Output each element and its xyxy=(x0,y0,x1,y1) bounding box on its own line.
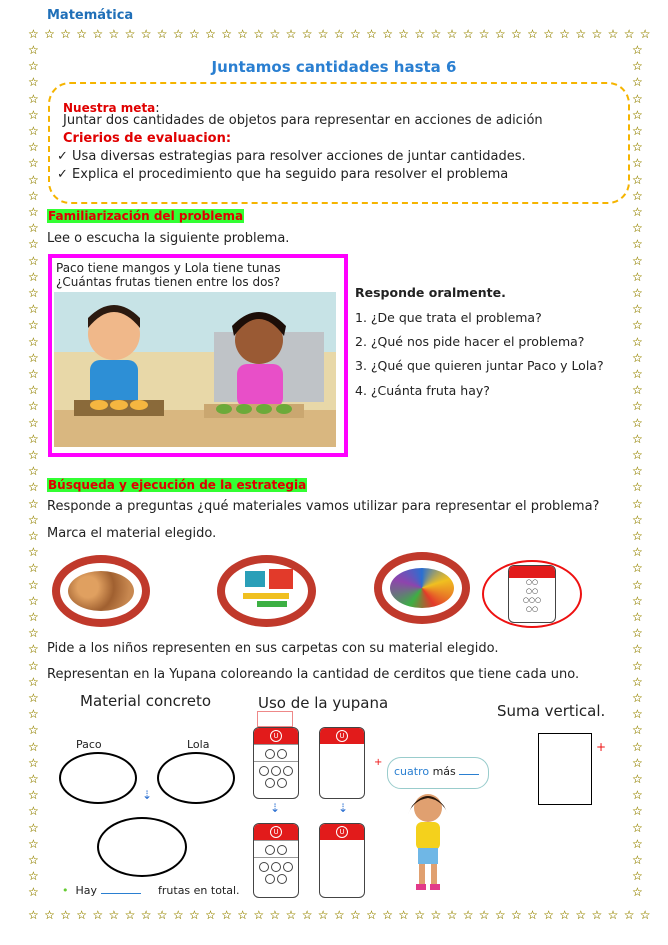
star-icon: ☆ xyxy=(28,626,39,641)
star-icon: ☆ xyxy=(632,188,643,203)
star-icon: ☆ xyxy=(632,302,643,317)
star-icon: ☆ xyxy=(156,27,168,41)
star-icon: ☆ xyxy=(76,908,88,922)
material-option-caps[interactable] xyxy=(374,552,470,624)
intro-text: Lee o escucha la siguiente problema. xyxy=(47,231,290,246)
star-icon: ☆ xyxy=(398,908,410,922)
star-icon: ☆ xyxy=(28,642,39,657)
star-icon: ☆ xyxy=(285,27,297,41)
answer-blank[interactable] xyxy=(459,774,479,775)
star-icon: ☆ xyxy=(189,27,200,41)
star-icon: ☆ xyxy=(205,27,216,41)
yupana-instruction: Representan en la Yupana coloreando la cantidad de cerditos que tiene cada uno. xyxy=(47,667,580,682)
star-icon: ☆ xyxy=(28,269,39,284)
yupana-title: Uso de la yupana xyxy=(258,694,389,712)
star-icon: ☆ xyxy=(639,27,651,41)
star-icon: ☆ xyxy=(632,350,643,365)
yupana-1[interactable] xyxy=(253,727,299,799)
cuatro-word: cuatro xyxy=(394,765,430,778)
star-icon: ☆ xyxy=(317,908,329,922)
section-heading-1: Familiarización del problema xyxy=(48,209,244,223)
star-icon: ☆ xyxy=(632,383,643,398)
star-icon: ☆ xyxy=(124,27,136,41)
star-icon: ☆ xyxy=(632,885,643,900)
mark-material-text: Marca el material elegido. xyxy=(47,526,217,541)
star-icon: ☆ xyxy=(632,221,643,236)
yupana-logo: U xyxy=(270,826,282,838)
total-sentence: • Hay frutas en total. xyxy=(62,884,240,897)
speech-bubble xyxy=(387,757,489,789)
star-icon: ☆ xyxy=(632,399,643,414)
star-icon: ☆ xyxy=(237,27,249,41)
star-icon: ☆ xyxy=(28,431,39,446)
star-icon: ☆ xyxy=(632,286,643,300)
star-icon: ☆ xyxy=(28,512,39,527)
star-icon: ☆ xyxy=(632,545,643,560)
star-icon: ☆ xyxy=(632,205,643,219)
children-illustration xyxy=(54,292,336,447)
star-icon: ☆ xyxy=(28,27,39,41)
star-icon: ☆ xyxy=(632,674,643,689)
star-icon: ☆ xyxy=(28,788,39,803)
star-icon: ☆ xyxy=(632,610,643,624)
star-icon: ☆ xyxy=(511,27,522,41)
star-icon: ☆ xyxy=(632,820,643,835)
star-icon: ☆ xyxy=(28,739,39,754)
star-icon: ☆ xyxy=(632,869,643,884)
star-icon: ☆ xyxy=(92,27,104,41)
star-icon: ☆ xyxy=(632,707,643,722)
strategy-question: Responde a preguntas ¿qué materiales vamos utilizar para representar el problema? xyxy=(47,499,600,514)
problem-frame xyxy=(48,254,348,457)
star-icon: ☆ xyxy=(172,908,184,922)
paco-label: Paco xyxy=(76,738,102,751)
section-heading-2: Búsqueda y ejecución de la estrategia xyxy=(48,478,307,492)
star-icon: ☆ xyxy=(28,869,39,884)
star-icon: ☆ xyxy=(632,480,643,495)
star-icon: ☆ xyxy=(333,908,345,922)
star-icon: ☆ xyxy=(28,480,39,495)
star-icon: ☆ xyxy=(632,593,643,608)
star-icon: ☆ xyxy=(28,350,39,365)
star-icon: ☆ xyxy=(28,415,39,430)
star-icon: ☆ xyxy=(172,27,184,41)
star-icon: ☆ xyxy=(28,593,39,608)
suma-title: Suma vertical. xyxy=(497,702,606,720)
star-icon: ☆ xyxy=(285,908,297,922)
star-icon: ☆ xyxy=(28,221,39,236)
star-icon: ☆ xyxy=(333,27,345,41)
star-icon: ☆ xyxy=(632,43,643,57)
star-icon: ☆ xyxy=(205,908,216,922)
star-icon: ☆ xyxy=(462,27,474,41)
star-icon: ☆ xyxy=(632,59,643,74)
star-icon: ☆ xyxy=(28,908,39,922)
star-icon: ☆ xyxy=(28,723,39,738)
star-icon: ☆ xyxy=(623,908,635,922)
star-icon: ☆ xyxy=(632,691,643,705)
star-icon: ☆ xyxy=(632,318,643,333)
star-icon: ☆ xyxy=(28,383,39,398)
star-icon: ☆ xyxy=(632,464,643,479)
star-icon: ☆ xyxy=(632,853,643,867)
lola-oval[interactable] xyxy=(157,752,235,804)
star-icon: ☆ xyxy=(221,27,232,41)
star-icon: ☆ xyxy=(28,577,39,592)
star-icon: ☆ xyxy=(269,27,281,41)
star-icon: ☆ xyxy=(156,908,168,922)
star-icon: ☆ xyxy=(446,27,458,41)
star-icon: ☆ xyxy=(28,302,39,317)
star-icon: ☆ xyxy=(527,908,538,922)
star-icon: ☆ xyxy=(28,755,39,770)
star-icon: ☆ xyxy=(28,91,39,106)
criteria-item-1: ✓ Usa diversas estrategias para resolver acciones de juntar cantidades. xyxy=(57,149,526,164)
criteria-item-2: ✓ Explica el procedimiento que ha seguido para resolver el problema xyxy=(57,167,509,182)
star-icon: ☆ xyxy=(632,772,643,786)
star-icon: ☆ xyxy=(414,908,426,922)
yupana-3[interactable] xyxy=(253,823,299,898)
star-icon: ☆ xyxy=(632,172,643,187)
star-icon: ☆ xyxy=(607,27,619,41)
star-icon: ☆ xyxy=(632,75,643,90)
star-icon: ☆ xyxy=(350,27,361,41)
question-4: 4. ¿Cuánta fruta hay? xyxy=(355,383,490,398)
star-icon: ☆ xyxy=(189,908,200,922)
star-icon: ☆ xyxy=(632,626,643,641)
star-icon: ☆ xyxy=(632,431,643,446)
star-icon: ☆ xyxy=(632,755,643,770)
problem-line-1: Paco tiene mangos y Lola tiene tunas xyxy=(56,261,281,275)
star-icon: ☆ xyxy=(591,908,603,922)
star-icon: ☆ xyxy=(607,908,619,922)
material-option-yupana[interactable]: ○○ ○○ ○○○ ○○ xyxy=(482,560,582,628)
star-icon: ☆ xyxy=(527,27,538,41)
star-icon: ☆ xyxy=(632,156,643,171)
star-icon: ☆ xyxy=(543,908,554,922)
total-oval[interactable] xyxy=(97,817,187,877)
star-icon: ☆ xyxy=(478,27,490,41)
star-icon: ☆ xyxy=(494,27,506,41)
star-icon: ☆ xyxy=(632,804,643,819)
star-icon: ☆ xyxy=(28,205,39,219)
star-icon: ☆ xyxy=(28,286,39,300)
star-icon: ☆ xyxy=(559,908,571,922)
star-icon: ☆ xyxy=(28,853,39,867)
star-icon: ☆ xyxy=(28,545,39,560)
star-icon: ☆ xyxy=(632,658,643,673)
star-icon: ☆ xyxy=(632,367,643,381)
star-icon: ☆ xyxy=(632,529,643,543)
criteria-heading: Crierios de evaluacion: xyxy=(63,131,232,146)
star-icon: ☆ xyxy=(28,188,39,203)
star-icon: ☆ xyxy=(28,156,39,171)
star-icon: ☆ xyxy=(28,43,39,57)
arrow-down-icon: ⇣ xyxy=(142,788,153,802)
material-option-blocks[interactable] xyxy=(217,555,316,627)
star-icon: ☆ xyxy=(28,561,39,576)
star-icon: ☆ xyxy=(237,908,249,922)
star-icon: ☆ xyxy=(44,27,55,41)
star-icon: ☆ xyxy=(632,269,643,284)
star-icon: ☆ xyxy=(253,908,265,922)
star-icon: ☆ xyxy=(632,836,643,851)
star-icon: ☆ xyxy=(382,27,393,41)
arrow-down-icon: ⇣ xyxy=(270,801,281,815)
star-icon: ☆ xyxy=(60,908,71,922)
star-icon: ☆ xyxy=(366,27,377,41)
plus-sign: + xyxy=(374,757,383,768)
star-icon: ☆ xyxy=(28,334,39,349)
star-icon: ☆ xyxy=(28,820,39,835)
star-icon: ☆ xyxy=(632,237,643,252)
star-icon: ☆ xyxy=(559,27,571,41)
star-icon: ☆ xyxy=(317,27,329,41)
star-icon: ☆ xyxy=(511,908,522,922)
star-icon: ☆ xyxy=(28,107,39,122)
star-icon: ☆ xyxy=(446,908,458,922)
star-icon: ☆ xyxy=(140,908,152,922)
star-icon: ☆ xyxy=(632,788,643,803)
material-title: Material concreto xyxy=(80,692,212,710)
hay-suffix: frutas en total. xyxy=(158,884,240,897)
total-blank[interactable] xyxy=(101,893,141,894)
suma-vertical-box[interactable] xyxy=(538,733,592,805)
star-icon: ☆ xyxy=(591,27,603,41)
star-icon: ☆ xyxy=(28,399,39,414)
star-icon: ☆ xyxy=(632,334,643,349)
star-icon: ☆ xyxy=(60,27,71,41)
star-icon: ☆ xyxy=(623,27,635,41)
star-icon: ☆ xyxy=(28,674,39,689)
star-icon: ☆ xyxy=(28,496,39,511)
star-icon: ☆ xyxy=(28,610,39,624)
star-icon: ☆ xyxy=(430,908,442,922)
star-icon: ☆ xyxy=(632,723,643,738)
star-icon: ☆ xyxy=(28,172,39,187)
star-icon: ☆ xyxy=(253,27,265,41)
goal-meta-text: Juntar dos cantidades de objetos para representar en acciones de adición xyxy=(63,113,543,128)
star-icon: ☆ xyxy=(366,908,377,922)
star-icon: ☆ xyxy=(632,415,643,430)
star-icon: ☆ xyxy=(28,691,39,705)
subject-label: Matemática xyxy=(47,8,134,23)
star-icon: ☆ xyxy=(76,27,88,41)
page-title: Juntamos cantidades hasta 6 xyxy=(211,58,457,76)
material-option-nuts[interactable] xyxy=(52,555,150,627)
star-icon: ☆ xyxy=(269,908,281,922)
mas-word: más xyxy=(432,765,456,778)
paco-oval[interactable] xyxy=(59,752,137,804)
star-icon: ☆ xyxy=(28,707,39,722)
goal-meta-heading: Nuestra meta: xyxy=(63,101,160,116)
star-icon: ☆ xyxy=(632,140,643,155)
star-icon: ☆ xyxy=(28,253,39,268)
star-icon: ☆ xyxy=(398,27,410,41)
yupana-label-box[interactable] xyxy=(257,711,293,727)
star-icon: ☆ xyxy=(108,27,120,41)
star-icon: ☆ xyxy=(140,27,152,41)
question-3: 3. ¿Qué que quieren juntar Paco y Lola? xyxy=(355,358,604,373)
star-icon: ☆ xyxy=(28,836,39,851)
star-icon: ☆ xyxy=(632,642,643,657)
star-icon: ☆ xyxy=(632,739,643,754)
star-icon: ☆ xyxy=(28,318,39,333)
suma-plus-sign: + xyxy=(596,740,607,754)
star-icon: ☆ xyxy=(462,908,474,922)
star-icon: ☆ xyxy=(28,804,39,819)
star-icon: ☆ xyxy=(28,448,39,462)
star-icon: ☆ xyxy=(430,27,442,41)
yupana-4[interactable] xyxy=(319,823,365,898)
arrow-down-icon: ⇣ xyxy=(338,801,349,815)
star-icon: ☆ xyxy=(632,448,643,462)
respond-label: Responde oralmente. xyxy=(355,285,506,300)
star-icon: ☆ xyxy=(632,496,643,511)
represent-instruction: Pide a los niños representen en sus carpetas con su material elegido. xyxy=(47,641,499,656)
star-icon: ☆ xyxy=(28,237,39,252)
star-icon: ☆ xyxy=(28,772,39,786)
question-2: 2. ¿Qué nos pide hacer el problema? xyxy=(355,334,585,349)
star-icon: ☆ xyxy=(414,27,426,41)
star-icon: ☆ xyxy=(478,908,490,922)
star-icon: ☆ xyxy=(301,908,313,922)
star-icon: ☆ xyxy=(28,367,39,381)
star-icon: ☆ xyxy=(92,908,104,922)
star-icon: ☆ xyxy=(44,908,55,922)
star-icon: ☆ xyxy=(632,577,643,592)
problem-line-2: ¿Cuántas frutas tienen entre los dos? xyxy=(56,275,281,289)
star-icon: ☆ xyxy=(632,91,643,106)
yupana-logo: U xyxy=(336,826,348,838)
star-icon: ☆ xyxy=(28,658,39,673)
star-icon: ☆ xyxy=(632,512,643,527)
star-icon: ☆ xyxy=(543,27,554,41)
star-icon: ☆ xyxy=(632,561,643,576)
yupana-logo: U xyxy=(270,730,282,742)
star-icon: ☆ xyxy=(639,908,651,922)
yupana-2[interactable] xyxy=(319,727,365,799)
star-icon: ☆ xyxy=(382,908,393,922)
star-icon: ☆ xyxy=(494,908,506,922)
star-icon: ☆ xyxy=(632,124,643,138)
star-icon: ☆ xyxy=(108,908,120,922)
star-icon: ☆ xyxy=(124,908,136,922)
star-icon: ☆ xyxy=(575,27,587,41)
star-icon: ☆ xyxy=(28,140,39,155)
star-icon: ☆ xyxy=(221,908,232,922)
girl-illustration xyxy=(398,790,458,892)
star-icon: ☆ xyxy=(301,27,313,41)
star-icon: ☆ xyxy=(350,908,361,922)
star-icon: ☆ xyxy=(28,529,39,543)
star-icon: ☆ xyxy=(28,124,39,138)
star-icon: ☆ xyxy=(28,59,39,74)
question-1: 1. ¿De que trata el problema? xyxy=(355,310,542,325)
star-icon: ☆ xyxy=(632,107,643,122)
star-icon: ☆ xyxy=(28,464,39,479)
yupana-logo: U xyxy=(336,730,348,742)
star-icon: ☆ xyxy=(28,75,39,90)
star-icon: ☆ xyxy=(28,885,39,900)
lola-label: Lola xyxy=(187,738,210,751)
star-icon: ☆ xyxy=(575,908,587,922)
hay-prefix: Hay xyxy=(75,884,98,897)
star-icon: ☆ xyxy=(632,253,643,268)
